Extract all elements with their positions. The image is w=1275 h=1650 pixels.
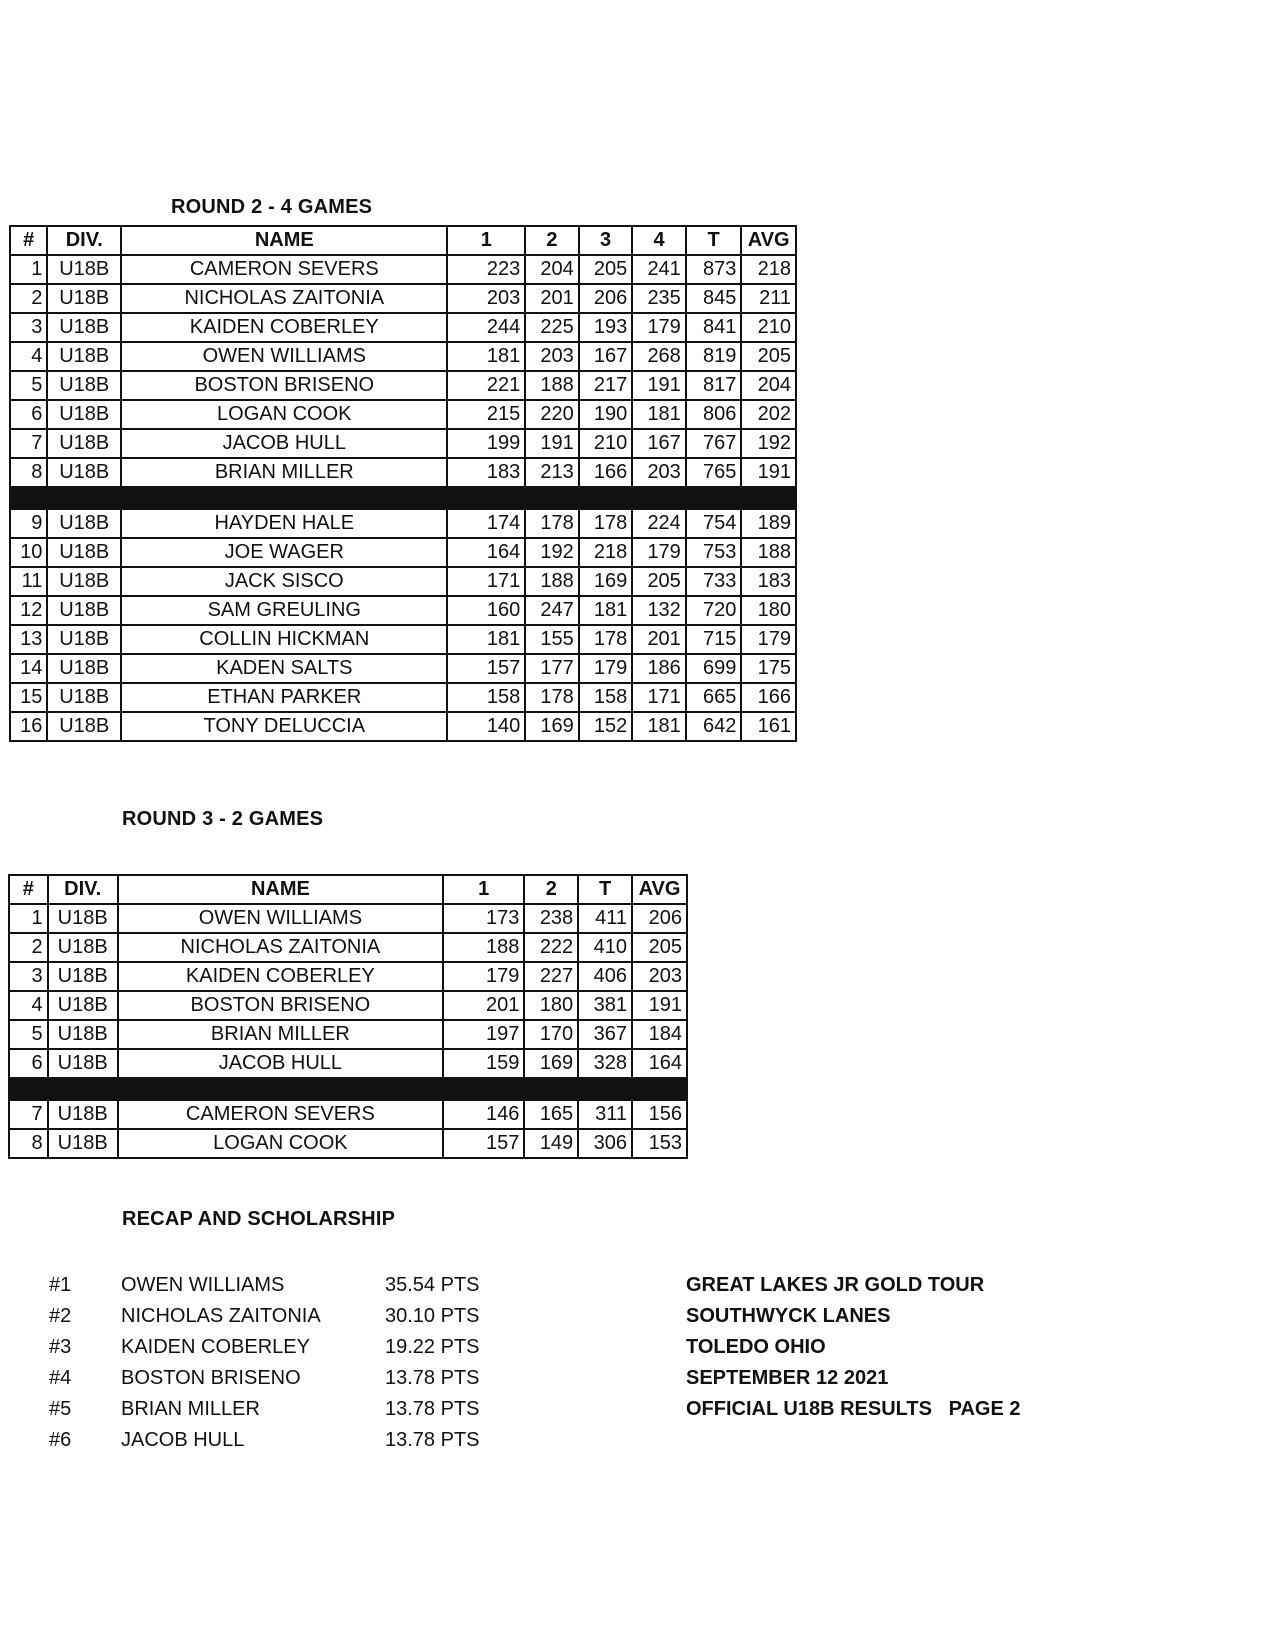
table-cell: 223 <box>447 255 525 284</box>
table-cell: 367 <box>578 1020 632 1049</box>
table-cell: 179 <box>632 538 686 567</box>
table-cell: CAMERON SEVERS <box>121 255 447 284</box>
table-cell: U18B <box>47 284 121 313</box>
table-cell: 171 <box>447 567 525 596</box>
table-cell: 170 <box>524 1020 578 1049</box>
recap-rank: #4 <box>49 1367 72 1389</box>
table-cell: TONY DELUCCIA <box>121 712 447 741</box>
table-cell: 217 <box>579 371 633 400</box>
table-cell: 191 <box>632 991 687 1020</box>
recap-points: 19.22 PTS <box>385 1336 480 1358</box>
table-cell: 220 <box>525 400 579 429</box>
table-cell: 14 <box>10 654 47 683</box>
table-row <box>9 1100 687 1129</box>
table-cell: 203 <box>632 458 686 487</box>
table-cell: 188 <box>525 371 579 400</box>
table-cell: 180 <box>524 991 578 1020</box>
table-cell: 158 <box>579 683 633 712</box>
table-cell: 181 <box>447 625 525 654</box>
table-cell: 174 <box>447 509 525 538</box>
table-cell: 268 <box>632 342 686 371</box>
table-cell: 1 <box>10 255 47 284</box>
round2-header-cell: 1 <box>447 226 525 255</box>
cut-line-divider <box>10 487 796 509</box>
round3-header-cell: T <box>578 875 632 904</box>
round2-header-cell: AVG <box>741 226 796 255</box>
table-cell: 8 <box>9 1129 48 1158</box>
round3-header-cell: DIV. <box>48 875 118 904</box>
table-cell: LOGAN COOK <box>121 400 447 429</box>
table-cell: 192 <box>741 429 796 458</box>
round2-header-cell: 2 <box>525 226 579 255</box>
table-cell: 754 <box>686 509 742 538</box>
table-cell: 197 <box>443 1020 524 1049</box>
table-cell: 178 <box>525 509 579 538</box>
table-cell: 205 <box>579 255 633 284</box>
recap-rank: #2 <box>49 1305 72 1327</box>
table-cell: 183 <box>741 567 796 596</box>
round2-header-cell: # <box>10 226 47 255</box>
table-cell: 140 <box>447 712 525 741</box>
table-cell: 201 <box>632 625 686 654</box>
table-cell: 203 <box>525 342 579 371</box>
table-cell: 166 <box>579 458 633 487</box>
table-cell: 2 <box>9 933 48 962</box>
table-cell: 238 <box>524 904 578 933</box>
round2-table <box>9 225 797 742</box>
table-cell: U18B <box>47 712 121 741</box>
table-cell: 699 <box>686 654 742 683</box>
round3-body <box>9 904 687 1158</box>
recap-rank: #3 <box>49 1336 72 1358</box>
recap-points: 30.10 PTS <box>385 1305 480 1327</box>
table-cell: 211 <box>741 284 796 313</box>
table-cell: 3 <box>10 313 47 342</box>
table-cell: 381 <box>578 991 632 1020</box>
round3-header-cell: NAME <box>118 875 443 904</box>
table-cell: 15 <box>10 683 47 712</box>
table-cell: 11 <box>10 567 47 596</box>
table-cell: 184 <box>632 1020 687 1049</box>
table-cell: OWEN WILLIAMS <box>118 904 443 933</box>
table-cell: U18B <box>47 400 121 429</box>
recap-name: BOSTON BRISENO <box>121 1367 301 1389</box>
table-cell: 819 <box>686 342 742 371</box>
table-cell: BRIAN MILLER <box>118 1020 443 1049</box>
table-cell: 164 <box>632 1049 687 1078</box>
round3-table <box>8 874 688 1159</box>
table-cell: 204 <box>525 255 579 284</box>
round3-header-cell: # <box>9 875 48 904</box>
table-cell: KADEN SALTS <box>121 654 447 683</box>
table-cell: 181 <box>447 342 525 371</box>
table-cell: 165 <box>524 1100 578 1129</box>
table-cell: 817 <box>686 371 742 400</box>
table-cell: 7 <box>9 1100 48 1129</box>
table-cell: 189 <box>741 509 796 538</box>
table-row <box>10 284 796 313</box>
table-cell: 190 <box>579 400 633 429</box>
table-row <box>10 509 796 538</box>
table-row <box>9 904 687 933</box>
table-cell: 186 <box>632 654 686 683</box>
table-cell: U18B <box>47 596 121 625</box>
table-cell: BOSTON BRISENO <box>121 371 447 400</box>
table-cell: U18B <box>47 567 121 596</box>
table-cell: 181 <box>632 712 686 741</box>
round2-header-row <box>10 226 796 255</box>
table-cell: 169 <box>524 1049 578 1078</box>
table-cell: 201 <box>443 991 524 1020</box>
table-cell: 175 <box>741 654 796 683</box>
table-cell: 205 <box>632 567 686 596</box>
table-cell: 146 <box>443 1100 524 1129</box>
table-cell: U18B <box>47 625 121 654</box>
event-info <box>686 1270 1021 1425</box>
table-cell: 155 <box>525 625 579 654</box>
table-cell: U18B <box>48 933 118 962</box>
table-row <box>10 313 796 342</box>
table-row <box>10 654 796 683</box>
table-cell: 166 <box>741 683 796 712</box>
table-row <box>10 371 796 400</box>
table-cell: 224 <box>632 509 686 538</box>
table-row <box>10 429 796 458</box>
table-cell: 153 <box>632 1129 687 1158</box>
table-cell: U18B <box>47 429 121 458</box>
table-row <box>9 1049 687 1078</box>
round3-header-cell: 1 <box>443 875 524 904</box>
event-info-line: SOUTHWYCK LANES <box>686 1305 891 1327</box>
round2-header-cell: NAME <box>121 226 447 255</box>
table-cell: 218 <box>741 255 796 284</box>
table-row <box>9 933 687 962</box>
table-row <box>10 400 796 429</box>
table-cell: 204 <box>741 371 796 400</box>
table-cell: 733 <box>686 567 742 596</box>
table-row <box>10 255 796 284</box>
table-cell: 221 <box>447 371 525 400</box>
table-cell: 178 <box>525 683 579 712</box>
table-cell: U18B <box>47 654 121 683</box>
table-cell: JOE WAGER <box>121 538 447 567</box>
table-cell: OWEN WILLIAMS <box>121 342 447 371</box>
table-cell: U18B <box>47 313 121 342</box>
table-cell: 753 <box>686 538 742 567</box>
table-cell: 191 <box>741 458 796 487</box>
table-cell: 181 <box>632 400 686 429</box>
table-cell: CAMERON SEVERS <box>118 1100 443 1129</box>
table-cell: U18B <box>47 458 121 487</box>
table-cell: 3 <box>9 962 48 991</box>
table-cell: 199 <box>447 429 525 458</box>
table-cell: 715 <box>686 625 742 654</box>
table-cell: ETHAN PARKER <box>121 683 447 712</box>
table-cell: 873 <box>686 255 742 284</box>
table-cell: 179 <box>632 313 686 342</box>
table-cell: 193 <box>579 313 633 342</box>
table-cell: 845 <box>686 284 742 313</box>
table-cell: 765 <box>686 458 742 487</box>
table-row <box>10 567 796 596</box>
table-cell: 806 <box>686 400 742 429</box>
recap-name: KAIDEN COBERLEY <box>121 1336 310 1358</box>
table-cell: 177 <box>525 654 579 683</box>
table-cell: BOSTON BRISENO <box>118 991 443 1020</box>
recap-points: 13.78 PTS <box>385 1429 480 1451</box>
table-cell: 218 <box>579 538 633 567</box>
table-row <box>10 458 796 487</box>
round2-header-cell: DIV. <box>47 226 121 255</box>
table-cell: U18B <box>48 1020 118 1049</box>
table-cell: 180 <box>741 596 796 625</box>
table-row <box>10 712 796 741</box>
table-cell: COLLIN HICKMAN <box>121 625 447 654</box>
table-cell: U18B <box>47 683 121 712</box>
recap-points: 13.78 PTS <box>385 1367 480 1389</box>
recap-rank: #5 <box>49 1398 72 1420</box>
table-cell: U18B <box>47 342 121 371</box>
round3-header-row <box>9 875 687 904</box>
table-cell: 235 <box>632 284 686 313</box>
table-cell: 203 <box>447 284 525 313</box>
table-cell: 6 <box>9 1049 48 1078</box>
table-row <box>9 991 687 1020</box>
recap-rank: #1 <box>49 1274 72 1296</box>
table-cell: 9 <box>10 509 47 538</box>
table-cell: 159 <box>443 1049 524 1078</box>
table-cell: 152 <box>579 712 633 741</box>
table-cell: 171 <box>632 683 686 712</box>
table-cell: 157 <box>447 654 525 683</box>
table-cell: 191 <box>632 371 686 400</box>
event-info-line: SEPTEMBER 12 2021 <box>686 1367 889 1389</box>
round2-header-cell: T <box>686 226 742 255</box>
table-cell: 7 <box>10 429 47 458</box>
table-cell: 13 <box>10 625 47 654</box>
table-row <box>9 962 687 991</box>
table-cell: 156 <box>632 1100 687 1129</box>
table-row <box>9 1129 687 1158</box>
table-cell: 183 <box>447 458 525 487</box>
table-cell: 178 <box>579 625 633 654</box>
table-cell: 12 <box>10 596 47 625</box>
table-cell: 188 <box>525 567 579 596</box>
table-cell: 215 <box>447 400 525 429</box>
table-cell: 410 <box>578 933 632 962</box>
table-cell: 213 <box>525 458 579 487</box>
table-cell: 164 <box>447 538 525 567</box>
table-cell: 169 <box>525 712 579 741</box>
table-cell: JACK SISCO <box>121 567 447 596</box>
table-cell: NICHOLAS ZAITONIA <box>121 284 447 313</box>
table-cell: 179 <box>579 654 633 683</box>
table-cell: 10 <box>10 538 47 567</box>
round2-header-cell: 4 <box>632 226 686 255</box>
table-cell: HAYDEN HALE <box>121 509 447 538</box>
table-cell: KAIDEN COBERLEY <box>121 313 447 342</box>
table-cell: 241 <box>632 255 686 284</box>
table-cell: 149 <box>524 1129 578 1158</box>
table-cell: JACOB HULL <box>121 429 447 458</box>
table-cell: 4 <box>10 342 47 371</box>
table-cell: 167 <box>632 429 686 458</box>
table-cell: 6 <box>10 400 47 429</box>
recap-name: NICHOLAS ZAITONIA <box>121 1305 321 1327</box>
table-cell: 132 <box>632 596 686 625</box>
round2-header-cell: 3 <box>579 226 633 255</box>
table-cell: 206 <box>579 284 633 313</box>
round2-body <box>10 255 796 741</box>
table-cell: 210 <box>579 429 633 458</box>
table-cell: 227 <box>524 962 578 991</box>
table-cell: U18B <box>47 538 121 567</box>
table-cell: 767 <box>686 429 742 458</box>
table-row <box>10 683 796 712</box>
cut-line-divider <box>9 1078 687 1100</box>
table-cell: U18B <box>48 1129 118 1158</box>
table-cell: U18B <box>48 962 118 991</box>
table-cell: 205 <box>741 342 796 371</box>
table-cell: 225 <box>525 313 579 342</box>
recap-name: OWEN WILLIAMS <box>121 1274 285 1296</box>
table-cell: KAIDEN COBERLEY <box>118 962 443 991</box>
recap-points: 35.54 PTS <box>385 1274 480 1296</box>
table-cell: 158 <box>447 683 525 712</box>
table-cell: 202 <box>741 400 796 429</box>
table-cell: 173 <box>443 904 524 933</box>
table-row <box>10 625 796 654</box>
round3-header-cell: AVG <box>632 875 687 904</box>
recap-name: BRIAN MILLER <box>121 1398 260 1420</box>
table-cell: 5 <box>9 1020 48 1049</box>
table-cell: U18B <box>47 255 121 284</box>
table-cell: 244 <box>447 313 525 342</box>
table-cell: JACOB HULL <box>118 1049 443 1078</box>
table-cell: 841 <box>686 313 742 342</box>
table-cell: U18B <box>48 991 118 1020</box>
table-cell: 210 <box>741 313 796 342</box>
table-cell: NICHOLAS ZAITONIA <box>118 933 443 962</box>
table-cell: 201 <box>525 284 579 313</box>
table-cell: 203 <box>632 962 687 991</box>
table-cell: 192 <box>525 538 579 567</box>
table-cell: 1 <box>9 904 48 933</box>
table-cell: 222 <box>524 933 578 962</box>
table-cell: 311 <box>578 1100 632 1129</box>
table-cell: 179 <box>443 962 524 991</box>
table-cell: 178 <box>579 509 633 538</box>
table-cell: LOGAN COOK <box>118 1129 443 1158</box>
event-info-line: OFFICIAL U18B RESULTS PAGE 2 <box>686 1398 1021 1420</box>
table-cell: 157 <box>443 1129 524 1158</box>
table-cell: 247 <box>525 596 579 625</box>
recap-rank: #6 <box>49 1429 72 1451</box>
table-cell: U18B <box>47 371 121 400</box>
table-cell: 328 <box>578 1049 632 1078</box>
table-cell: 188 <box>741 538 796 567</box>
event-info-line: TOLEDO OHIO <box>686 1336 826 1358</box>
table-cell: 4 <box>9 991 48 1020</box>
table-cell: 406 <box>578 962 632 991</box>
table-cell: 720 <box>686 596 742 625</box>
table-cell: U18B <box>48 1049 118 1078</box>
table-cell: 306 <box>578 1129 632 1158</box>
table-cell: 16 <box>10 712 47 741</box>
table-cell: 205 <box>632 933 687 962</box>
round3-title: ROUND 3 - 2 GAMES <box>122 808 324 830</box>
table-cell: 5 <box>10 371 47 400</box>
table-cell: 191 <box>525 429 579 458</box>
recap-points: 13.78 PTS <box>385 1398 480 1420</box>
round3-header-cell: 2 <box>524 875 578 904</box>
table-cell: 8 <box>10 458 47 487</box>
table-cell: 206 <box>632 904 687 933</box>
table-cell: U18B <box>47 509 121 538</box>
table-cell: 179 <box>741 625 796 654</box>
table-cell: 188 <box>443 933 524 962</box>
table-row <box>9 1020 687 1049</box>
table-cell: 642 <box>686 712 742 741</box>
round2-title: ROUND 2 - 4 GAMES <box>171 196 373 218</box>
table-cell: 181 <box>579 596 633 625</box>
table-cell: U18B <box>48 1100 118 1129</box>
table-row <box>10 596 796 625</box>
table-cell: 665 <box>686 683 742 712</box>
event-info-line: GREAT LAKES JR GOLD TOUR <box>686 1274 985 1296</box>
table-cell: SAM GREULING <box>121 596 447 625</box>
table-cell: 2 <box>10 284 47 313</box>
table-row <box>10 342 796 371</box>
table-cell: 160 <box>447 596 525 625</box>
table-cell: 169 <box>579 567 633 596</box>
recap-title: RECAP AND SCHOLARSHIP <box>122 1208 396 1230</box>
table-cell: BRIAN MILLER <box>121 458 447 487</box>
table-cell: U18B <box>48 904 118 933</box>
table-cell: 161 <box>741 712 796 741</box>
table-row <box>10 538 796 567</box>
table-cell: 411 <box>578 904 632 933</box>
table-cell: 167 <box>579 342 633 371</box>
recap-name: JACOB HULL <box>121 1429 245 1451</box>
